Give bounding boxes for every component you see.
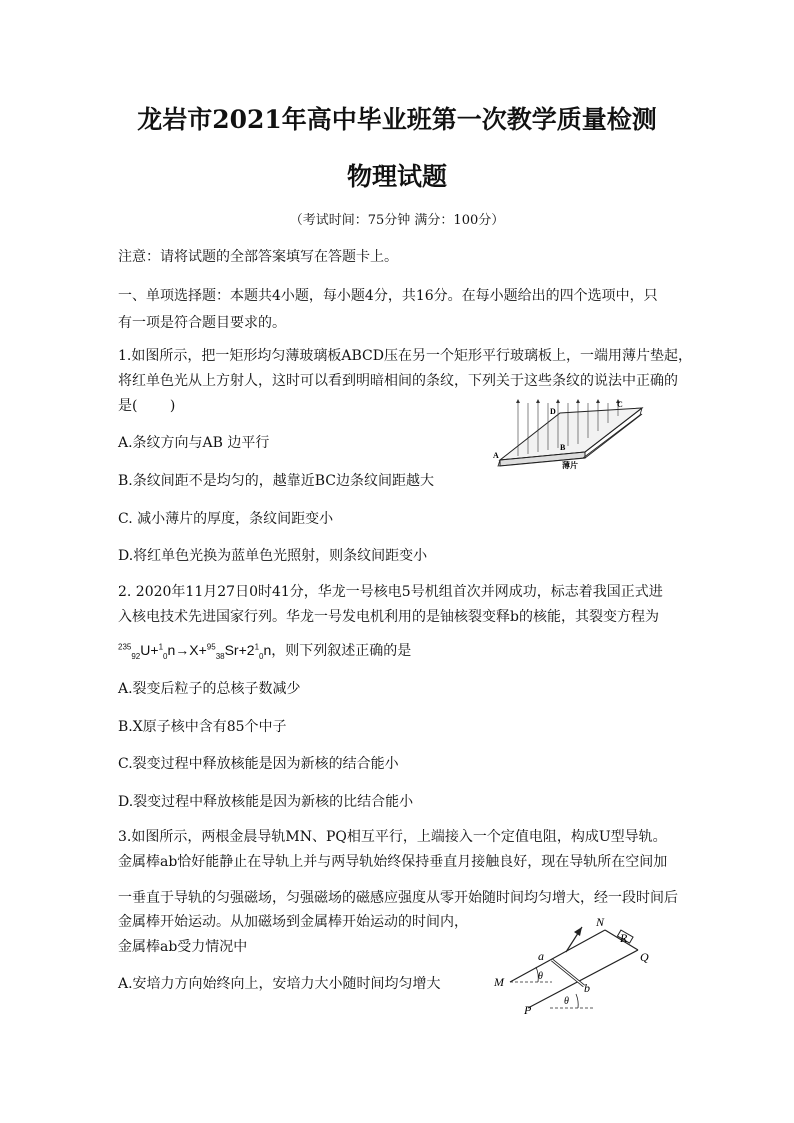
sr-symbol: Sr+2 — [224, 642, 255, 658]
q1-option-a: A.条纹方向与AB 边平行 — [118, 435, 270, 451]
q2-stem-line2: 入核电技术先进国家行列。华龙一号发电机利用的是铀核裂变释b的核能，其裂变方程为 — [118, 609, 659, 625]
q2-option-d: D.裂变过程中释放核能是因为新核的比结合能小 — [118, 794, 414, 810]
q1-figure-label-b: B — [560, 443, 566, 452]
n-symbol: n→X+ — [167, 642, 207, 658]
n2-atomic-number: 0 — [259, 651, 264, 661]
sr-atomic-number: 38 — [215, 651, 225, 661]
q3-figure-label-n: N — [596, 915, 605, 929]
q3-stem-line4: 金属棒开始运动。从加磁场到金属棒开始运动的时间内， — [118, 914, 468, 930]
q3-figure-label-r: R — [620, 931, 628, 945]
q2-option-b: B.X原子核中含有85个中子 — [118, 719, 287, 735]
notice: 注意：请将试题的全部答案填写在答题卡上。 — [118, 249, 398, 265]
q1-figure-label-a: A — [493, 451, 499, 460]
q1-stem-line3: 是( ) — [118, 398, 176, 414]
q3-figure-label-p: P — [524, 1003, 532, 1014]
q3-stem-line5: 金属棒ab受力情况中 — [118, 939, 248, 955]
page-title: 龙岩市2021年高中毕业班第一次教学质量检测 — [137, 105, 657, 134]
q3-figure-label-theta2: θ — [564, 996, 569, 1007]
u-atomic-number: 92 — [131, 651, 141, 661]
q2-option-a: A.裂变后粒子的总核子数减少 — [118, 681, 301, 697]
n2-symbol: n — [263, 642, 272, 658]
q3-figure-label-m: M — [494, 975, 504, 989]
n-mass-number: 1 — [158, 642, 164, 652]
q3-rail-figure — [490, 912, 660, 1014]
q3-figure-label-theta1: θ — [538, 971, 543, 982]
n2-mass-number: 1 — [254, 642, 260, 652]
section1-line2: 有一项是符合题目要求的。 — [118, 315, 286, 331]
q3-stem-line1: 3.如图所示，两根金晨导轨MN、PQ相互平行，上端接入一个定值电阻，构成U型导轨。 — [118, 829, 667, 845]
n-atomic-number: 0 — [163, 651, 168, 661]
q3-stem-line2: 金属棒ab恰好能静止在导轨上并与两导轨始终保持垂直月接触良好，现在导轨所在空间加 — [118, 854, 668, 870]
q1-figure-label-d: D — [550, 407, 556, 416]
q2-stem-line1: 2. 2020年11月27日0时41分，华龙一号核电5号机组首次并网成功，标志着我国正式进 — [118, 584, 663, 600]
q3-figure-label-a: a — [538, 949, 544, 963]
q3-figure-label-q: Q — [640, 950, 649, 964]
q1-stem-line1: 1.如图所示，把一矩形均匀薄玻璃板ABCD压在另一个矩形平行玻璃板上，一端用薄片垫起， — [118, 348, 692, 364]
q1-stem-line2: 将红单色光从上方射人，这时可以看到明暗相间的条纹，下列关于这些条纹的说法中正确的 — [118, 373, 678, 389]
q3-stem-line3: 一垂直于导轨的匀强磁场，匀强磁场的磁感应强度从零开始随时间均匀增大，经一段时间后 — [118, 890, 678, 906]
q1-option-c: C. 减小薄片的厚度，条纹间距变小 — [118, 511, 334, 527]
q1-figure-label-shim: 薄片 — [562, 461, 578, 470]
exam-info: （考试时间：75分钟 满分：100分） — [289, 213, 505, 228]
sr-mass-number: 95 — [206, 642, 216, 652]
q1-option-b: B.条纹间距不是均匀的，越靠近BC边条纹间距越大 — [118, 473, 434, 489]
q3-option-a: A.安培力方向始终向上，安培力大小随时间均匀增大 — [118, 976, 441, 992]
q1-option-d: D.将红单色光换为蓝单色光照射，则条纹间距变小 — [118, 548, 428, 564]
equation-tail: ，则下列叙述正确的是 — [271, 643, 412, 659]
page-subtitle: 物理试题 — [346, 162, 447, 191]
section1-line1: 一、单项选择题：本题共4小题，每小题4分，共16分。在每小题给出的四个选项中，只 — [118, 288, 658, 304]
q1-figure-label-c: C — [617, 400, 623, 409]
q3-figure-label-b: b — [584, 981, 590, 995]
u-symbol: U+ — [140, 642, 159, 658]
q2-option-c: C.裂变过程中释放核能是因为新核的结合能小 — [118, 756, 399, 772]
q1-glass-plate-figure — [490, 398, 650, 478]
u-mass-number: 235 — [118, 642, 132, 652]
q2-fission-equation — [118, 640, 411, 660]
